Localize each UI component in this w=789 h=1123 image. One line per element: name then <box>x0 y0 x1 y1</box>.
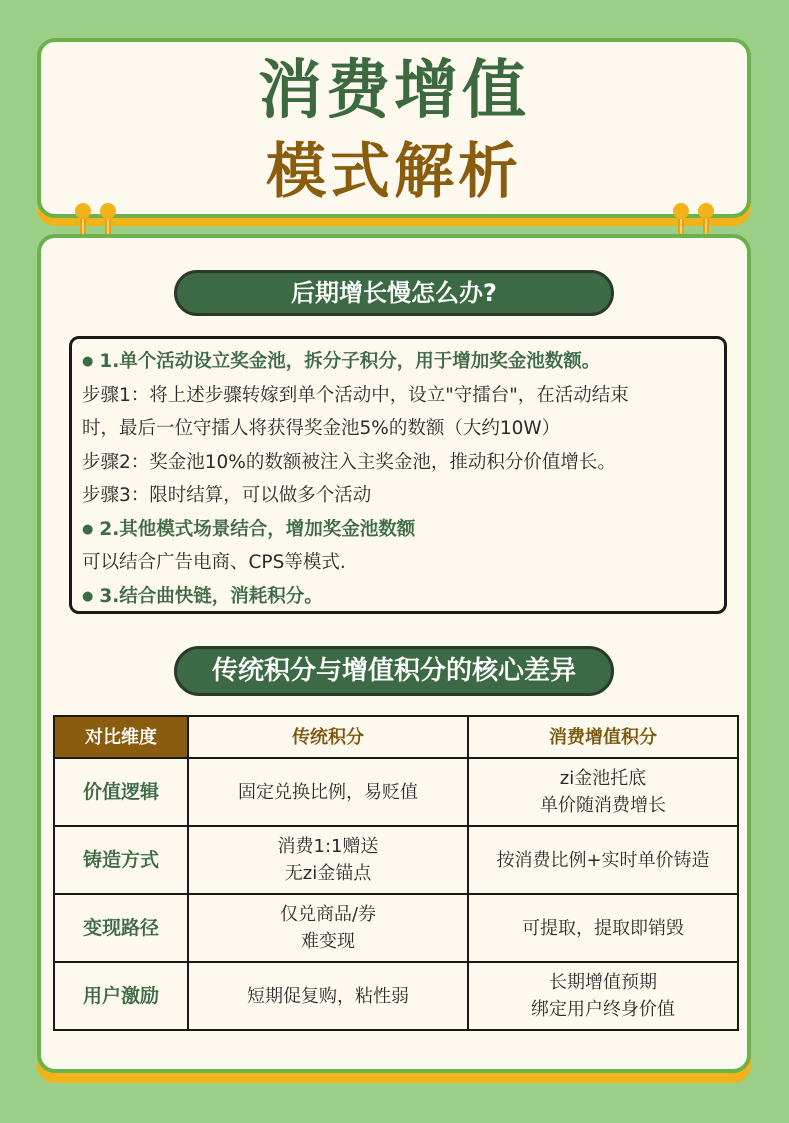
row-header: 价值逻辑 <box>54 758 188 826</box>
row-header: 变现路径 <box>54 894 188 962</box>
table-row <box>54 962 738 1030</box>
page-title-line1: 消费增值 <box>258 54 530 128</box>
list-item: ● 2.其他模式场景结合，增加奖金池数额 <box>82 518 416 540</box>
column-header: 消费增值积分 <box>468 716 738 758</box>
table-cell: 短期促复购，粘性弱 <box>188 962 468 1030</box>
table-row <box>54 826 738 894</box>
row-header: 铸造方式 <box>54 826 188 894</box>
table-cell: zi金池托底 单价随消费增长 <box>468 758 738 826</box>
table-row <box>54 758 738 826</box>
table-cell: 仅兑商品/券 难变现 <box>188 894 468 962</box>
table-header-row <box>54 716 738 758</box>
section-heading-comparison: 传统积分与增值积分的核心差异 <box>174 646 614 696</box>
table-cell: 固定兑换比例，易贬值 <box>188 758 468 826</box>
list-item: 步骤3：限时结算，可以做多个活动 <box>82 485 372 506</box>
comparison-table <box>53 715 739 1031</box>
list-item: 步骤2：奖金池10%的数额被注入主奖金池，推动积分价值增长。 <box>82 451 616 473</box>
list-item: 步骤1：将上述步骤转嫁到单个活动中，设立"守擂台"，在活动结束 <box>82 384 629 406</box>
page-title-line2: 模式解析 <box>266 137 522 207</box>
solutions-box <box>69 336 727 614</box>
list-item: 时，最后一位守擂人将获得奖金池5%的数额（大约10W） <box>82 418 561 439</box>
list-item: ● 1.单个活动设立奖金池，拆分子积分，用于增加奖金池数额。 <box>82 351 601 372</box>
list-item: 可以结合广告电商、CPS等模式. <box>82 552 346 573</box>
table-cell: 消费1:1赠送 无zi金锚点 <box>188 826 468 894</box>
bullet-dot-icon: ● <box>82 521 94 537</box>
section-heading-growth: 后期增长慢怎么办? <box>174 270 614 316</box>
bullet-dot-icon: ● <box>82 588 94 604</box>
row-header: 用户激励 <box>54 962 188 1030</box>
column-header: 对比维度 <box>54 716 188 758</box>
list-item: ● 3.结合曲快链，消耗积分。 <box>82 585 323 607</box>
content-card <box>37 234 751 1073</box>
table-cell: 按消费比例+实时单价铸造 <box>468 826 738 894</box>
column-header: 传统积分 <box>188 716 468 758</box>
table-cell: 长期增值预期 绑定用户终身价值 <box>468 962 738 1030</box>
title-card <box>37 38 751 218</box>
bullet-dot-icon: ● <box>82 354 94 369</box>
table-cell: 可提取，提取即销毁 <box>468 894 738 962</box>
table-row <box>54 894 738 962</box>
